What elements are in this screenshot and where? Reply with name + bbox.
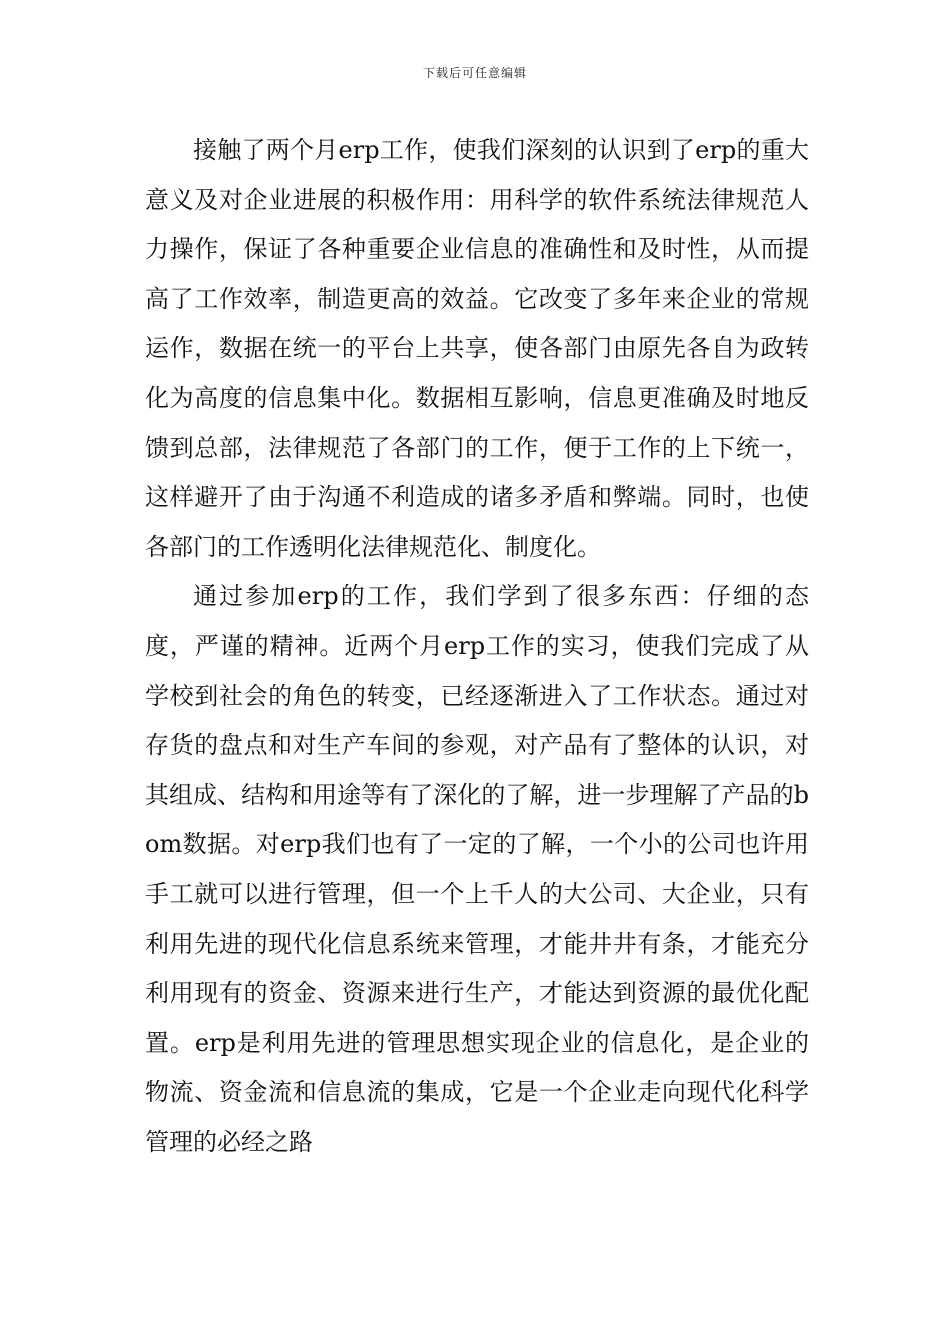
document-body	[145, 126, 809, 1167]
paragraph-1: 接触了两个月erp工作，使我们深刻的认识到了erp的重大意义及对企业进展的积极作用：用科学的软件系统法律规范人力操作，保证了各种重要企业信息的准确性和及时性，从而提高了工作效率，制造更高的效益。它改变了多年来企业的常规运作，数据在统一的平台上共享，使各部门由原先各自为政转化为高度的信息集中化。数据相互影响，信息更准确及时地反馈到总部，法律规范了各部门的工作，便于工作的上下统一，这样避开了由于沟通不利造成的诸多矛盾和弊端。同时，也使各部门的工作透明化法律规范化、制度化。	[145, 136, 809, 561]
paragraph-2: 通过参加erp的工作，我们学到了很多东西：仔细的态度，严谨的精神。近两个月erp工作的实习，使我们完成了从学校到社会的角色的转变，已经逐渐进入了工作状态。通过对存货的盘点和对生产车间的参观，对产品有了整体的认识，对其组成、结构和用途等有了深化的了解，进一步理解了产品的bom数据。对erp我们也有了一定的了解，一个小的公司也许用手工就可以进行管理，但一个上千人的大公司、大企业，只有利用先进的现代化信息系统来管理，才能井井有条，才能充分利用现有的资金、资源来进行生产，才能达到资源的最优化配置。erp是利用先进的管理思想实现企业的信息化，是企业的物流、资金流和信息流的集成，它是一个企业走向现代化科学管理的必经之路	[145, 582, 809, 1156]
page-header: 下载后可任意编辑	[422, 66, 527, 80]
